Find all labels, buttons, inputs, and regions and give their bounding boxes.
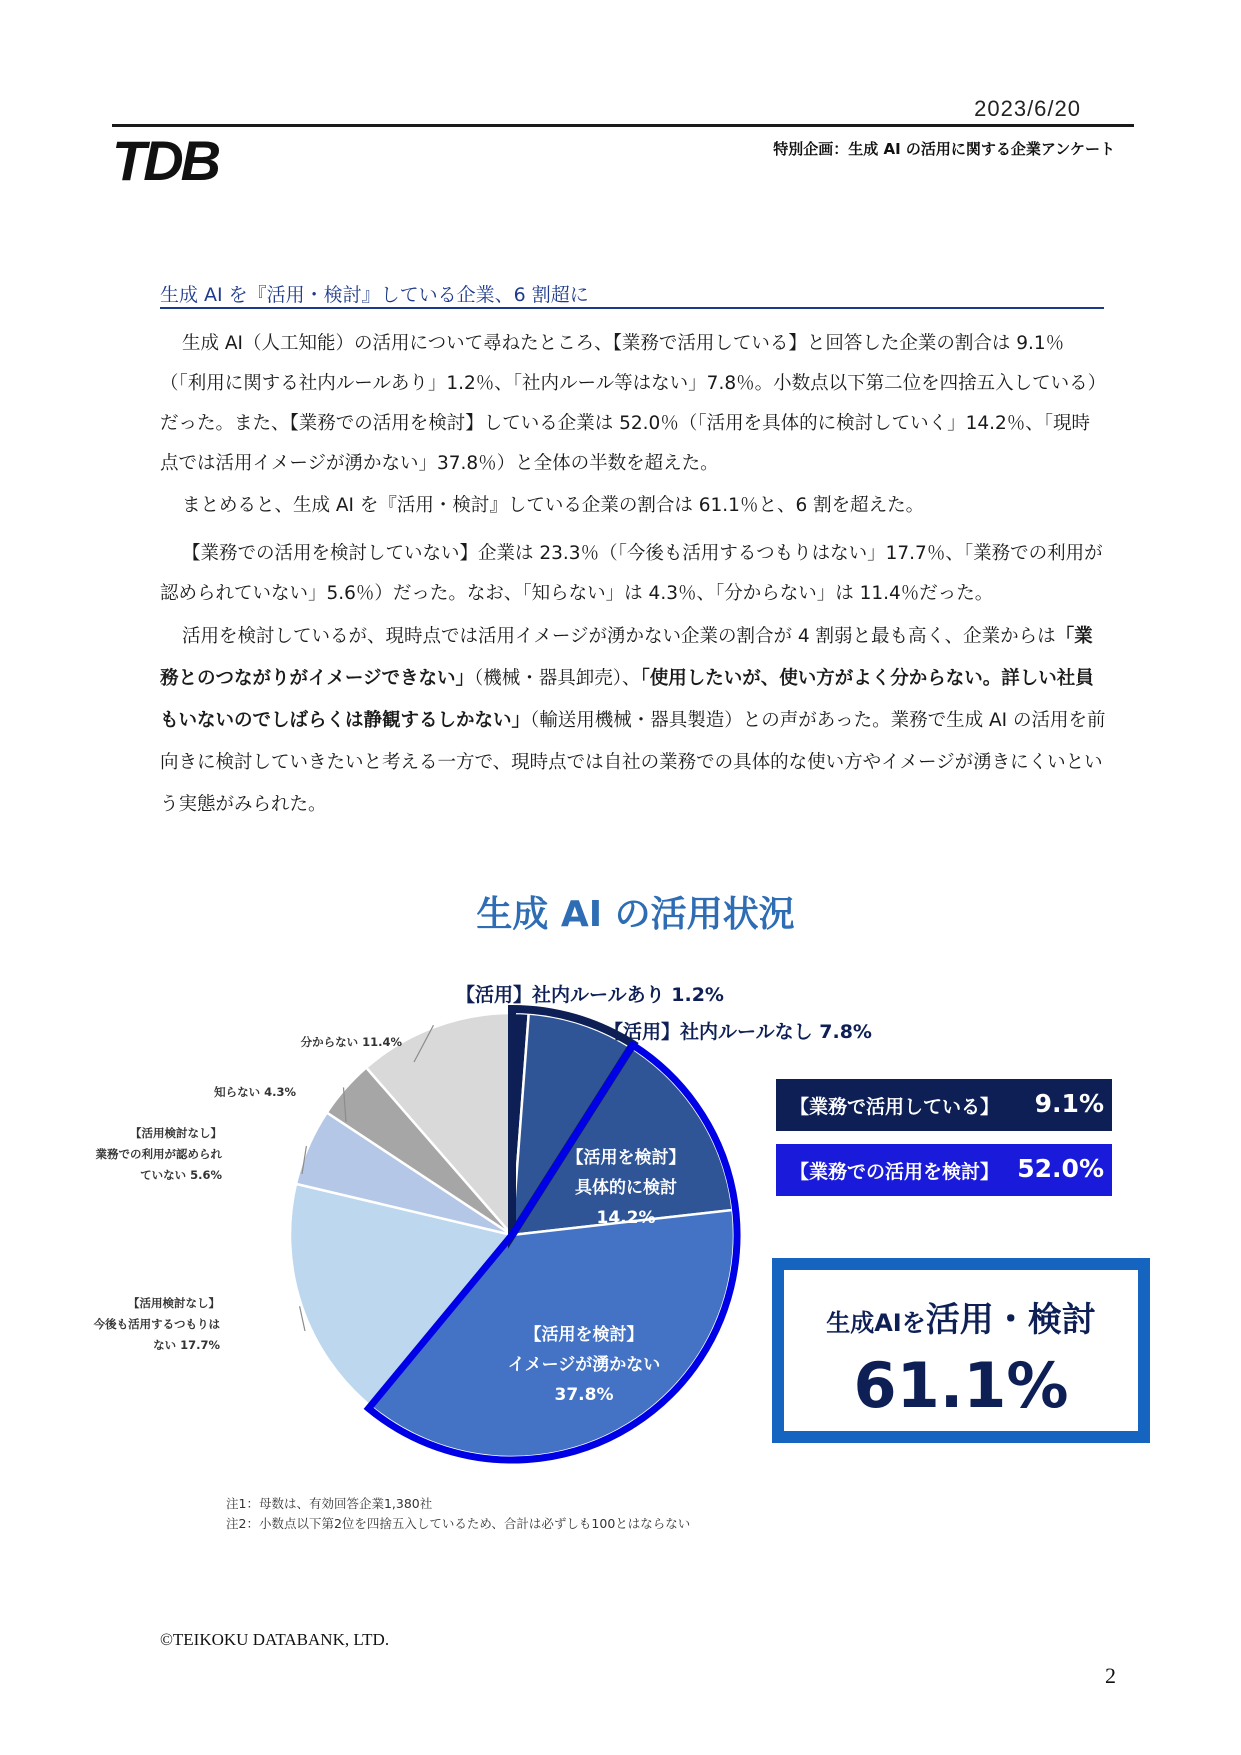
paragraph-4-text-a: 活用を検討しているが、現時点では活用イメージが湧かない企業の割合が 4 割弱と最も高く、企業からは (182, 626, 1056, 647)
slice-label-5-line-0: 【活用検討なし】 (130, 1126, 222, 1140)
slice-label-5-line-1: 業務での利用が認められ (95, 1147, 222, 1161)
note-2: 注2：小数点以下第2位を四捨五入しているため、合計は必ずしも100とはならない (226, 1516, 691, 1531)
copyright: ©TEIKOKU DATABANK, LTD. (160, 1630, 390, 1649)
paragraph-3: 【業務での活用を検討していない】企業は 23.3％（「今後も活用するつもりはない」17.7％、「業務での利用が認められていない」5.6％）だった。なお、「知らない」は 4.3％、「分からない」は 11.4％だった。 (160, 543, 1103, 604)
slice-label-5 (96, 1126, 223, 1182)
slice-label-4-line-0: 【活用検討なし】 (128, 1296, 220, 1310)
summary-box-considering-label: 【業務での活用を検討】 (790, 1161, 1000, 1183)
slice-label-6-line-0: 知らない 4.3% (214, 1085, 296, 1099)
slice-label-4 (93, 1296, 221, 1352)
slice-label-4-line-1: 今後も活用するつもりは (93, 1317, 220, 1331)
summary-box-active-value: 9.1% (1034, 1089, 1104, 1118)
summary-box-considering (776, 1144, 1112, 1196)
paragraph-4-text-b: （機械・器具卸売）、 (473, 668, 641, 689)
report-date: 2023/6/20 (974, 96, 1081, 121)
report-subtitle: 特別企画：生成 AI の活用に関する企業アンケート (773, 140, 1115, 158)
paragraph-4-text-c: （輸送用機械・器具製造）との声があった。業務で生成 AI の活用を前向きに検討していきたいと考える一方で、現時点では自社の業務での具体的な使い方やイメージが湧きにくいという実態がみられた。 (160, 710, 1106, 815)
quote-1: 「業務とのつながりがイメージできない」 (160, 626, 1093, 689)
slice-label-6 (214, 1085, 296, 1099)
total-callout-heading (784, 1292, 1138, 1341)
tdb-logo: TDB (112, 129, 219, 192)
slice-label-1 (604, 1020, 872, 1043)
slice-label-0-line-0: 【活用】社内ルールあり 1.2% (456, 984, 724, 1006)
slice-label-1-line-0: 【活用】社内ルールなし 7.8% (604, 1021, 872, 1043)
paragraph-2: まとめると、生成 AI を『活用・検討』している企業の割合は 61.1％と、6 割を超えた。 (182, 495, 925, 516)
slice-label-4-line-2: ない 17.7% (153, 1338, 220, 1352)
slice-label-3-line-0: 【活用を検討】 (524, 1325, 644, 1345)
slice-label-2-line-1: 具体的に検討 (575, 1178, 677, 1198)
note-1: 注1：母数は、有効回答企業1,380社 (226, 1496, 433, 1511)
slice-label-7-line-0: 分からない 11.4% (300, 1035, 402, 1049)
slice-label-5-line-2: ていない 5.6% (140, 1168, 222, 1182)
slice-label-7 (301, 1035, 403, 1049)
summary-box-active-label: 【業務で活用している】 (790, 1096, 1000, 1118)
total-callout-large: 活用・検討 (925, 1300, 1096, 1340)
slice-label-2-line-2: 14.2% (596, 1208, 656, 1228)
chart-title: 生成 AI の活用状況 (476, 894, 795, 935)
paragraph-1: 生成 AI（人工知能）の活用について尋ねたところ、【業務で活用している】と回答した企業の割合は 9.1％（「利用に関する社内ルールあり」1.2％、「社内ルール等はない」7.8％。小数点以下第二位を四捨五入している）だった。また、【業務での活用を検討】している企業は 52.0％（「活用を具体的に検討していく」14.2％、「現時点では活用イメージが湧かない」37.8％）と全体の半数を超えた。 (160, 333, 1107, 474)
slice-label-2-line-0: 【活用を検討】 (566, 1148, 686, 1168)
slice-label-0 (456, 983, 724, 1006)
summary-box-considering-value: 52.0% (1017, 1154, 1104, 1183)
total-callout-small: 生成AIを (826, 1309, 926, 1337)
slice-label-3-line-1: イメージが湧かない (507, 1355, 661, 1375)
summary-box-active (776, 1079, 1112, 1131)
chart-notes (226, 1494, 690, 1534)
page-number: 2 (1105, 1663, 1116, 1688)
total-callout (772, 1258, 1150, 1443)
quote-2: 「使用したいが、使い方がよく分からない。詳しい社員もいないのでしばらくは静観するしかない」 (160, 668, 1094, 731)
slice-label-3-line-2: 37.8% (554, 1385, 614, 1405)
section-title: 生成 AI を『活用・検討』している企業、6 割超に (160, 284, 589, 306)
total-callout-value: 61.1% (853, 1349, 1069, 1422)
